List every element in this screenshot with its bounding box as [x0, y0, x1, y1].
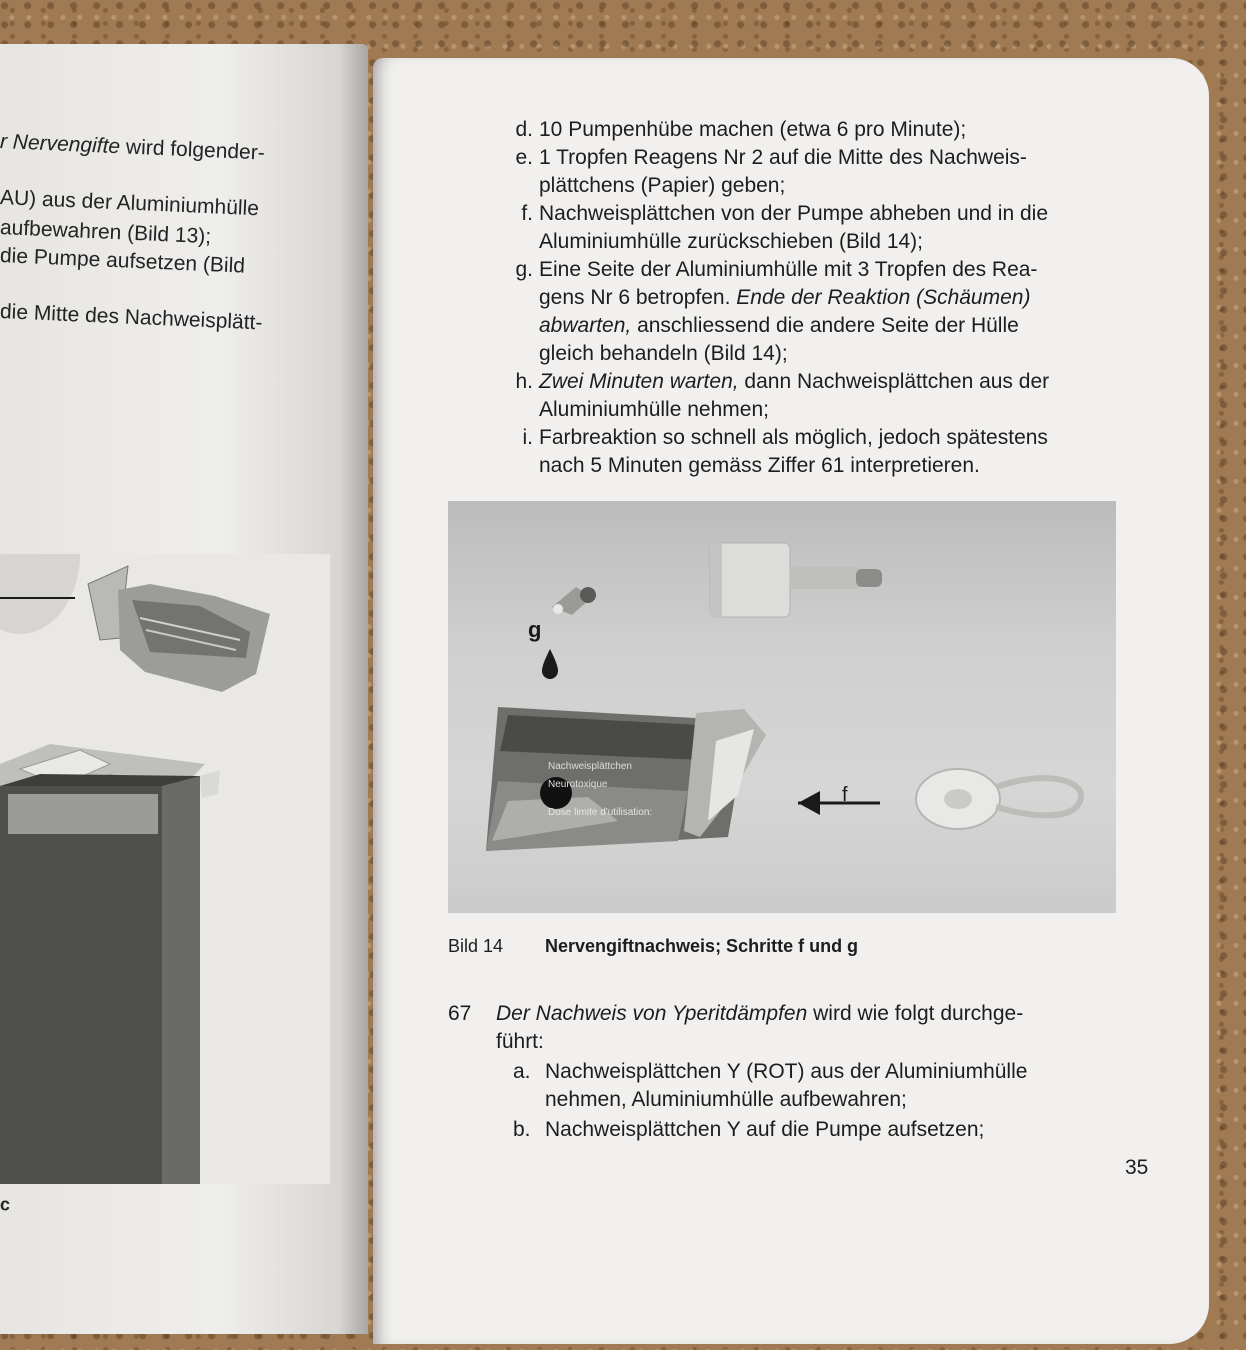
- paragraph-text: Der Nachweis von Yperitdämpfen wird wie folgt durchge- führt:: [496, 1002, 1024, 1053]
- page-number: 35: [1125, 1156, 1149, 1179]
- drop-icon: [542, 649, 558, 679]
- arrow-left-icon: [798, 791, 880, 815]
- step-letter: f.: [521, 202, 533, 225]
- left-text-line: r Nervengifte wird folgender-: [0, 130, 266, 165]
- step-text: Nachweisplättchen Y (ROT) aus der Aluminiumhülle nehmen, Aluminiumhülle aufbewahren;: [545, 1060, 1028, 1111]
- left-text-line: die Pumpe aufsetzen (Bild: [0, 244, 246, 278]
- sub-step-b: [513, 1116, 1153, 1144]
- figure-label-f: f: [842, 784, 848, 806]
- caption-number: Bild 14: [448, 936, 504, 956]
- step-letter: g.: [515, 258, 533, 281]
- step-text: Zwei Minuten warten, dann Nachweisplättchen aus der Aluminiumhülle nehmen;: [539, 370, 1050, 421]
- step-text: Nachweisplättchen Y auf die Pumpe aufsetzen;: [545, 1118, 985, 1141]
- step-item-i: [507, 424, 1147, 480]
- step-text: 10 Pumpenhübe machen (etwa 6 pro Minute);: [539, 118, 967, 141]
- step-letter: e.: [515, 146, 533, 169]
- sachet-label: Neurotoxique: [548, 779, 608, 790]
- step-text: Nachweisplättchen von der Pumpe abheben und in die Aluminiumhülle zurückschieben (Bild 14);: [539, 202, 1049, 253]
- dropper-tip-icon: [552, 587, 596, 615]
- paragraph-number: 67: [448, 1002, 472, 1025]
- step-letter: b.: [513, 1118, 531, 1141]
- left-text-line: aufbewahren (Bild 13);: [0, 216, 212, 249]
- left-bottom-glyph: c: [0, 1194, 11, 1215]
- step-letter: i.: [522, 426, 533, 449]
- left-text-line: AU) aus der Aluminiumhülle: [0, 186, 260, 221]
- figure-label-g: g: [528, 617, 542, 642]
- sachet-label: Dose limite d'utilisation:: [548, 807, 653, 818]
- step-text: Eine Seite der Aluminiumhülle mit 3 Tropfen des Rea- gens Nr 6 betropfen. Ende der Reaktion (Schäumen) abwarten, anschliessend die andere Seite der Hülle gleich behandeln (Bild 14);: [539, 258, 1038, 365]
- detector-pad: [916, 769, 1081, 829]
- aluminium-sachet: [486, 707, 766, 851]
- steps-list: [507, 116, 1147, 480]
- left-photo-device: [0, 554, 330, 1184]
- step-letter: h.: [515, 370, 533, 393]
- step-text: 1 Tropfen Reagens Nr 2 auf die Mitte des Nachweis- plättchens (Papier) geben;: [539, 146, 1027, 197]
- right-page: [373, 58, 1209, 1344]
- step-item-h: [507, 368, 1147, 424]
- step-letter: a.: [513, 1060, 531, 1083]
- left-page: [0, 44, 368, 1334]
- step-item-g: [507, 256, 1147, 368]
- sub-step-a: [513, 1058, 1153, 1114]
- caption-title: Nervengiftnachweis; Schritte f und g: [545, 936, 859, 956]
- left-text-line: die Mitte des Nachweisplätt-: [0, 300, 263, 335]
- sachet-label: Nachweisplättchen: [548, 761, 632, 772]
- paragraph-67: [448, 1000, 1148, 1056]
- step-text: Farbreaktion so schnell als möglich, jedoch spätestens nach 5 Minuten gemäss Ziffer 61 interpretieren.: [539, 426, 1048, 477]
- step-item-d: [507, 116, 1147, 144]
- step-item-f: [507, 200, 1147, 256]
- step-letter: d.: [515, 118, 533, 141]
- figure-caption: [448, 936, 858, 957]
- figure-photo: [448, 501, 1116, 913]
- step-item-e: [507, 144, 1147, 200]
